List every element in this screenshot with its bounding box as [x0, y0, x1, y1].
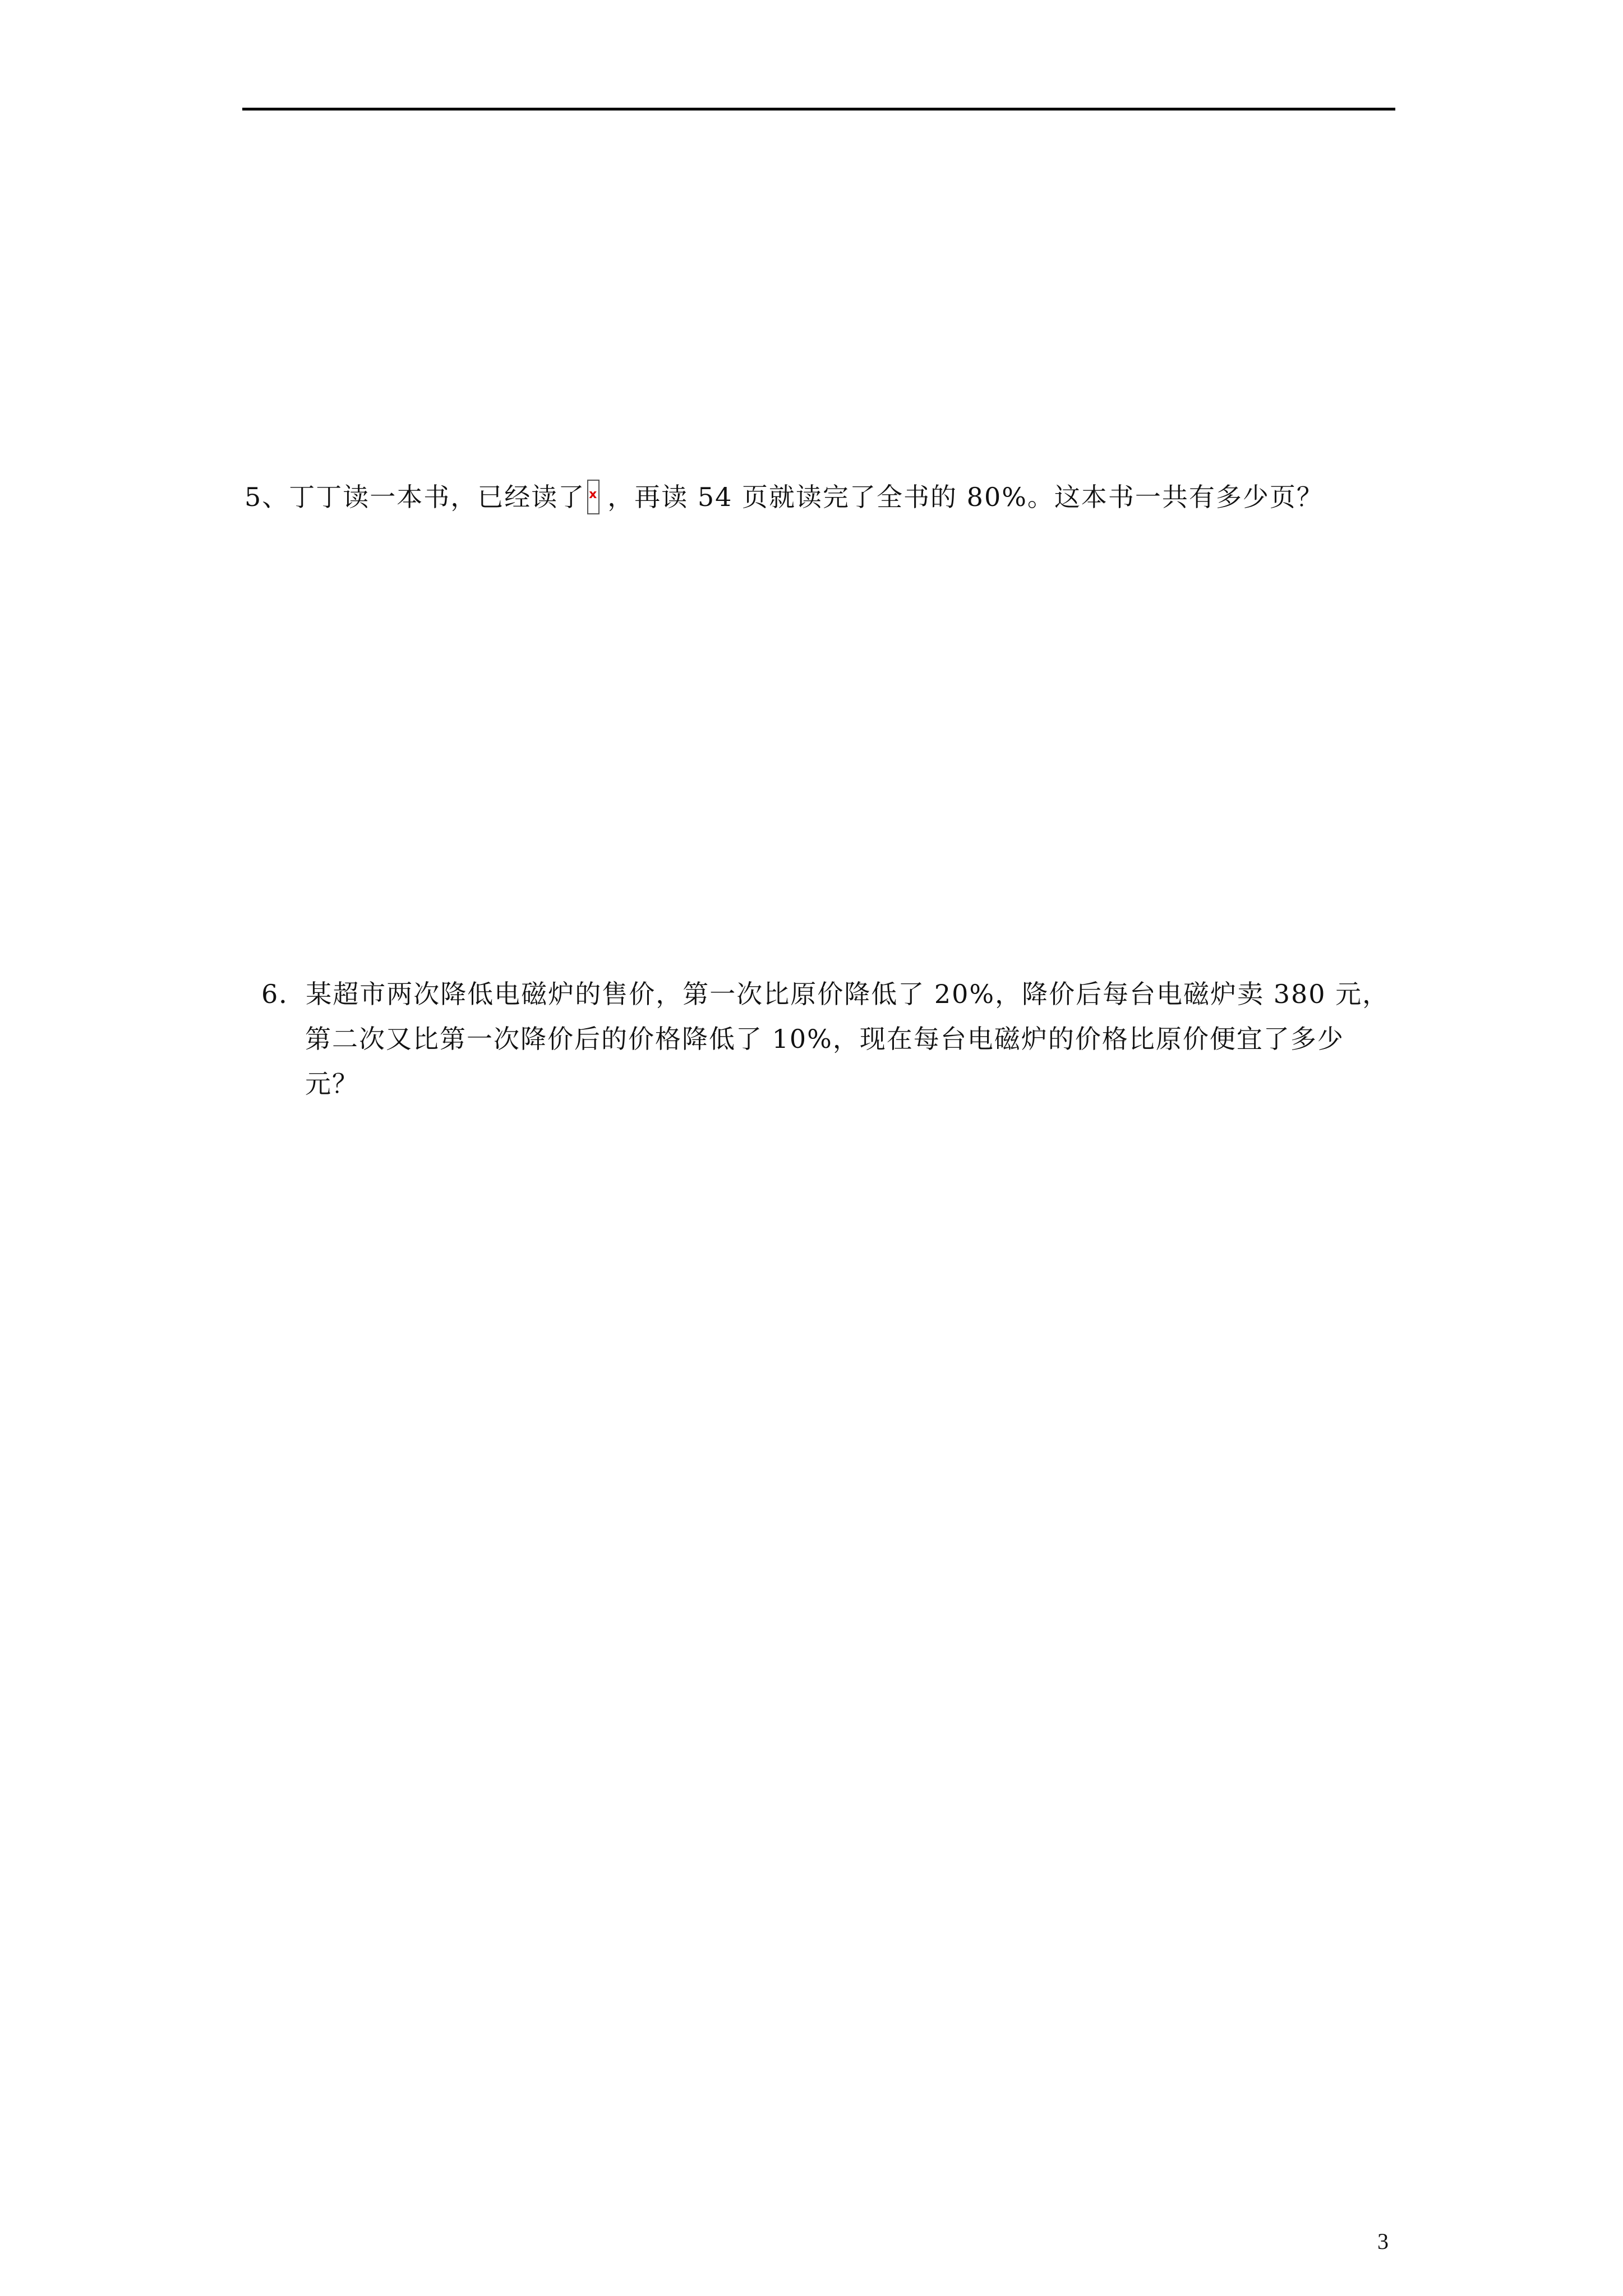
question-5-text-before: 5、丁丁读一本书，已经读了 [245, 482, 585, 512]
header-rule [242, 108, 1395, 111]
question-5-text-after: ，再读 54 页就读完了全书的 80%。这本书一共有多少页？ [607, 482, 1324, 512]
question-6-line-3: 元？ [305, 1069, 359, 1099]
broken-image-icon: x [587, 480, 600, 514]
question-6-line-1: 6．某超市两次降低电磁炉的售价，第一次比原价降低了 20%，降价后每台电磁炉卖 380 元， [261, 979, 1390, 1009]
page-number: 3 [1377, 2229, 1389, 2254]
question-6-line-2: 第二次又比第一次降价后的价格降低了 10%，现在每台电磁炉的价格比原价便宜了多少 [305, 1024, 1344, 1054]
question-5 [245, 478, 1324, 516]
